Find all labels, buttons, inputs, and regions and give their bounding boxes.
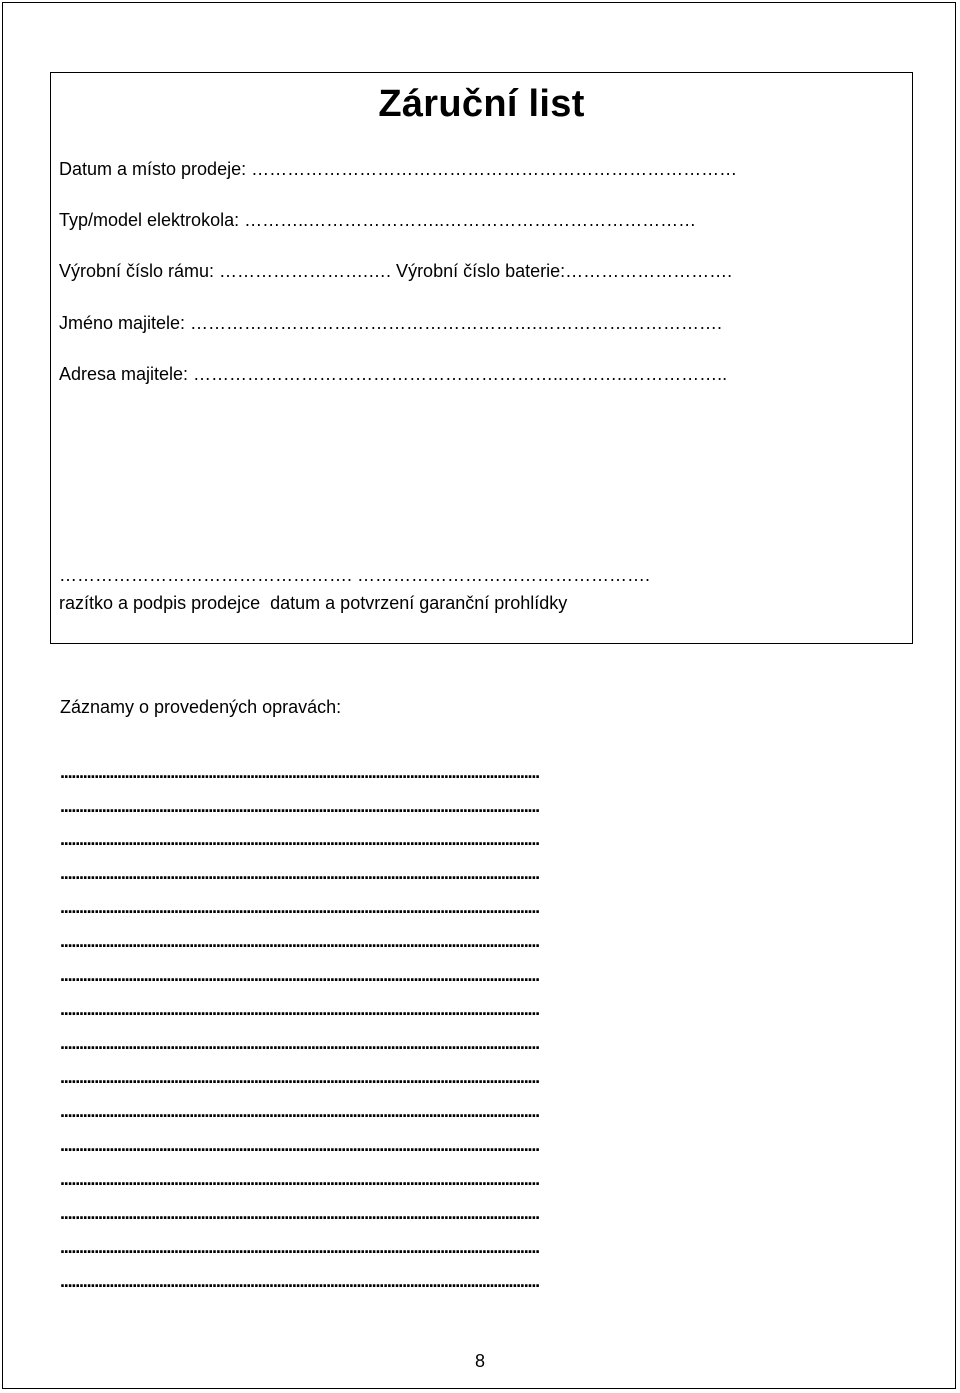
warranty-card xyxy=(50,72,913,644)
repair-records-title: Záznamy o provedených opravách: xyxy=(60,697,342,717)
record-line: .............................................................................................................................. xyxy=(60,1271,539,1291)
owner-address-field: Adresa majitele: ……………………………………………………..………..…………….. xyxy=(59,364,728,384)
record-line: .............................................................................................................................. xyxy=(60,897,539,917)
record-line: .............................................................................................................................. xyxy=(60,1033,539,1053)
inspection-date-label: datum a potvrzení garanční prohlídky xyxy=(270,593,568,613)
document-title: Záruční list xyxy=(378,83,585,125)
stamp-signature-label: razítko a podpis prodejce xyxy=(59,593,261,613)
record-line: .............................................................................................................................. xyxy=(60,1101,539,1121)
record-line: .............................................................................................................................. xyxy=(60,796,539,816)
record-line: .............................................................................................................................. xyxy=(60,965,539,985)
record-line: .............................................................................................................................. xyxy=(60,1067,539,1087)
sale-date-place-field: Datum a místo prodeje: ……………………………………………………………………… xyxy=(59,159,738,179)
record-line: .............................................................................................................................. xyxy=(60,931,539,951)
record-line: .............................................................................................................................. xyxy=(60,762,539,782)
record-line: .............................................................................................................................. xyxy=(60,1135,539,1155)
record-line: .............................................................................................................................. xyxy=(60,1203,539,1223)
record-line: .............................................................................................................................. xyxy=(60,1169,539,1189)
record-line: .............................................................................................................................. xyxy=(60,829,539,849)
record-line: .............................................................................................................................. xyxy=(60,1237,539,1257)
page-number: 8 xyxy=(474,1351,485,1371)
signature-labels xyxy=(59,593,567,614)
record-line: .............................................................................................................................. xyxy=(60,863,539,883)
record-line: .............................................................................................................................. xyxy=(60,999,539,1019)
bike-model-field: Typ/model elektrokola: ………..…………………..…………………………………… xyxy=(59,210,697,230)
signature-dots: …………………………………………. …………………………………………. xyxy=(59,565,651,585)
frame-battery-serial-field: Výrobní číslo rámu: …………………….…. Výrobní číslo baterie:………………………. xyxy=(59,261,733,281)
owner-name-field: Jméno majitele: ………………………………………………….…………………………. xyxy=(59,313,723,333)
